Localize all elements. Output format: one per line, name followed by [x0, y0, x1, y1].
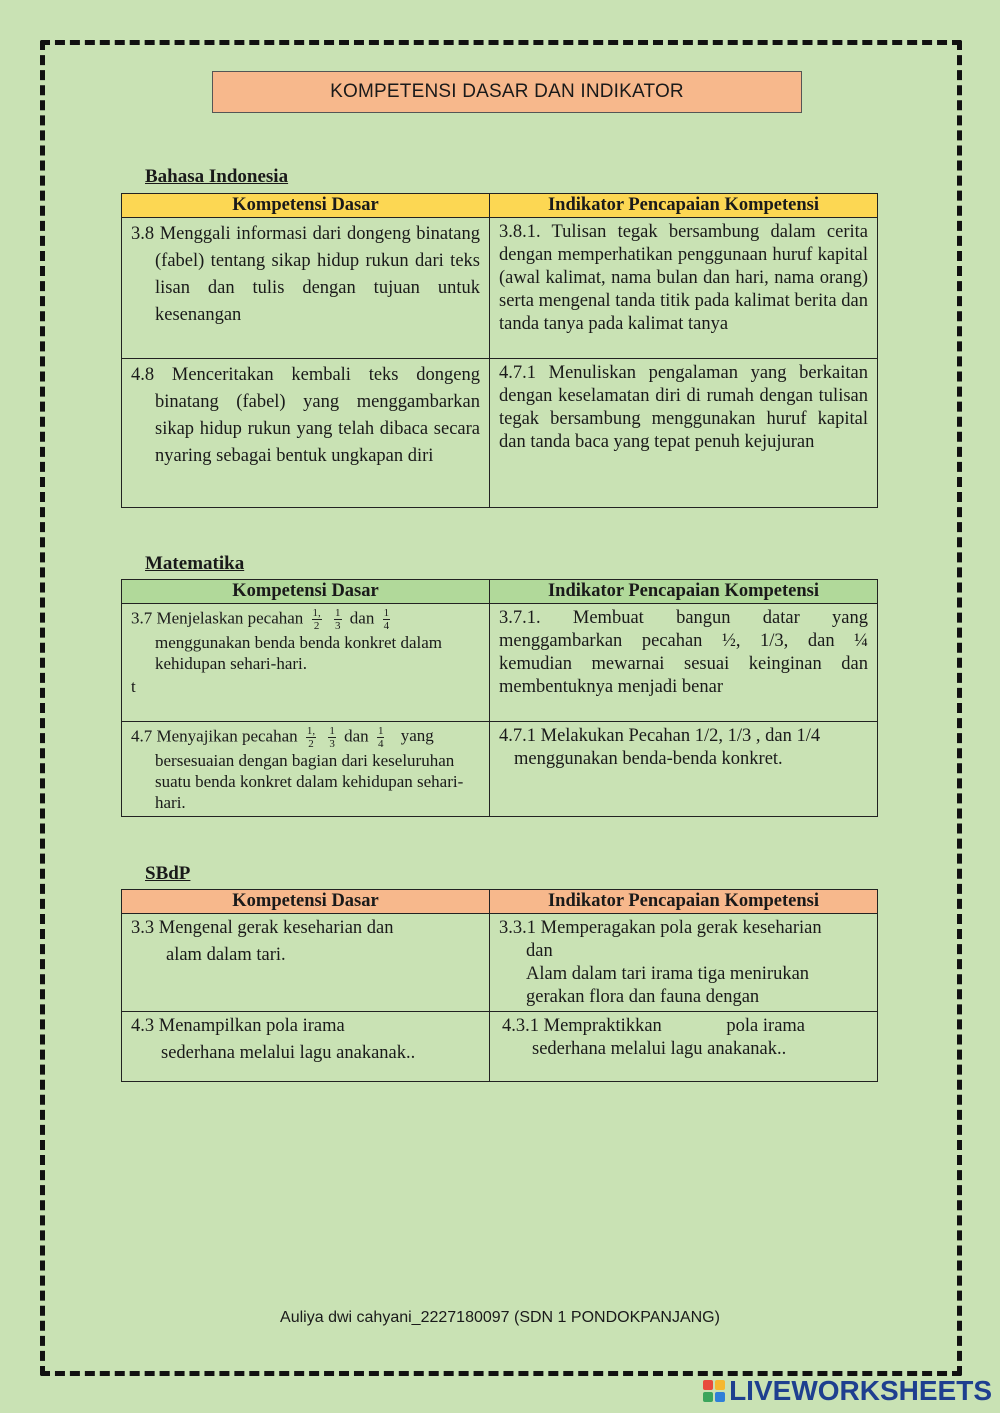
- fraction-numerator: 1: [377, 725, 384, 737]
- logo-square-icon: [703, 1380, 713, 1390]
- ipk-3-3-1-line3: Alam dalam tari irama tiga menirukan: [526, 964, 810, 984]
- kd-4-7-rest: bersesuaian dengan bagian dari keseluruhan suatu benda konkret dalam kehidupan sehari-hari.: [155, 751, 464, 812]
- kd-3-8: 3.8 Menggali informasi dari dongeng binatang (fabel) tentang sikap hidup rukun dari teks lisan dan tulis dengan tujuan untuk kesenangan: [131, 224, 480, 325]
- table-matematika: [121, 579, 878, 817]
- ipk-3-3-1-line1: 3.3.1 Memperagakan pola gerak keseharian: [499, 918, 822, 938]
- ipk-cell: [490, 218, 878, 359]
- fraction-denominator: 3: [329, 738, 335, 750]
- kd-3-3-line2: alam dalam tari.: [166, 945, 286, 965]
- ipk-4-7-1-line2: menggunakan benda-benda konkret.: [514, 749, 783, 769]
- ipk-4-3-1-b: pola irama: [726, 1016, 806, 1036]
- word-dan: dan: [344, 726, 369, 746]
- fraction-numerator: 1: [383, 607, 390, 619]
- table-row: [122, 722, 878, 817]
- ipk-3-8-1: 3.8.1. Tulisan tegak bersambung dalam cerita dengan memperhatikan penggunaan huruf kapital (awal kalimat, nama bulan dan hari, nama orang) serta mengenal tanda titik pada kalimat berita dan tanda tanya pada kalimat tanya: [499, 222, 868, 334]
- fraction-third: [328, 725, 336, 750]
- word-dan: dan: [349, 608, 375, 628]
- footer-author: Auliya dwi cahyani_2227180097 (SDN 1 PONDOKPANJANG): [280, 1309, 720, 1326]
- section-label-bahasa-indonesia: Bahasa Indonesia: [145, 166, 289, 187]
- ipk-4-3-1-line1: [499, 1015, 868, 1038]
- logo-square-icon: [715, 1380, 725, 1390]
- section-label-sbdp: SBdP: [145, 863, 191, 884]
- logo-square-icon: [703, 1392, 713, 1402]
- fraction-denominator: 3: [335, 620, 341, 632]
- logo-square-icon: [715, 1392, 725, 1402]
- fraction-denominator: 4: [377, 738, 384, 750]
- kd-3-7-line: [131, 607, 480, 632]
- fraction-numerator: 1,: [312, 607, 321, 619]
- fraction-numerator: 1: [335, 607, 341, 619]
- fraction-third: [334, 607, 342, 632]
- table-header-row: [122, 890, 878, 914]
- fraction-quarter: [377, 725, 385, 750]
- kd-4-7-line: [131, 725, 480, 750]
- fraction-denominator: 2: [308, 738, 314, 750]
- table-header-row: [122, 580, 878, 604]
- kd-4-7-prefix: 4.7 Menyajikan pecahan: [131, 726, 298, 746]
- logo-icon: [703, 1380, 725, 1402]
- table-row: [122, 1012, 878, 1082]
- fraction-denominator: 2: [313, 620, 320, 632]
- ipk-4-7-1: 4.7.1 Menuliskan pengalaman yang berkaitan dengan keselamatan diri di rumah dengan tulisan tegak bersambung menggunakan huruf kapital dan tanda baca yang tepat penuh kejujuran: [499, 363, 868, 452]
- ipk-cell: [490, 359, 878, 508]
- table-header-row: [122, 194, 878, 218]
- header-kompetensi-dasar: Kompetensi Dasar: [122, 580, 490, 604]
- kd-cell: [122, 914, 490, 1012]
- fraction-quarter: [383, 607, 391, 632]
- ipk-cell: [490, 1012, 878, 1082]
- liveworksheets-logo[interactable]: [703, 1375, 992, 1407]
- kd-cell: [122, 218, 490, 359]
- word-yang: yang: [400, 726, 434, 746]
- ipk-3-3-1-line4: gerakan flora dan fauna dengan: [526, 987, 760, 1007]
- table-sbdp: [121, 889, 878, 1082]
- ipk-3-7-1: 3.7.1. Membuat bangun datar yang menggambarkan pecahan ½, 1/3, dan ¼ kemudian mewarnai sesuai keinginan dan membentuknya menjadi benar: [499, 608, 868, 697]
- fraction-half: [306, 725, 316, 750]
- table-row: [122, 604, 878, 722]
- page-title: [212, 71, 802, 113]
- kd-4-3-line1: 4.3 Menampilkan pola irama: [131, 1016, 345, 1036]
- kd-cell: [122, 1012, 490, 1082]
- table-row: [122, 218, 878, 359]
- ipk-4-3-1-line2: sederhana melalui lagu anakanak..: [532, 1039, 787, 1059]
- fraction-numerator: 1,: [306, 725, 316, 737]
- header-kompetensi-dasar: Kompetensi Dasar: [122, 194, 490, 218]
- kd-cell: [122, 359, 490, 508]
- kd-3-7-rest: menggunakan benda benda konkret dalam kehidupan sehari-hari.: [155, 633, 443, 673]
- kd-cell: [122, 722, 490, 817]
- section-label-matematika: Matematika: [145, 553, 245, 574]
- table-row: [122, 914, 878, 1012]
- table-bahasa-indonesia: [121, 193, 878, 508]
- kd-cell: [122, 604, 490, 722]
- kd-4-3-line2: sederhana melalui lagu anakanak..: [161, 1043, 416, 1063]
- kd-4-8: 4.8 Menceritakan kembali teks dongeng binatang (fabel) yang menggambarkan sikap hidup rukun yang telah dibaca secara nyaring sebagai bentuk ungkapan diri: [131, 365, 480, 466]
- ipk-cell: [490, 914, 878, 1012]
- header-indikator: Indikator Pencapaian Kompetensi: [490, 890, 878, 914]
- logo-text: LIVEWORKSHEETS: [729, 1375, 992, 1406]
- header-indikator: Indikator Pencapaian Kompetensi: [490, 580, 878, 604]
- ipk-4-3-1-a: 4.3.1 Mempraktikkan: [502, 1016, 662, 1036]
- fraction-half: [312, 607, 322, 632]
- header-kompetensi-dasar: Kompetensi Dasar: [122, 890, 490, 914]
- fraction-numerator: 1: [329, 725, 335, 737]
- ipk-3-3-1-line2: dan: [526, 941, 553, 961]
- fraction-denominator: 4: [383, 620, 390, 632]
- ipk-cell: [490, 604, 878, 722]
- kd-3-7-prefix: 3.7 Menjelaskan pecahan: [131, 608, 304, 628]
- page-title-text: KOMPETENSI DASAR DAN INDIKATOR: [330, 81, 684, 102]
- kd-3-3-line1: 3.3 Mengenal gerak keseharian dan: [131, 918, 394, 938]
- table-row: [122, 359, 878, 508]
- kd-3-7-extra: t: [131, 677, 136, 696]
- ipk-cell: [490, 722, 878, 817]
- ipk-4-7-1-line1: 4.7.1 Melakukan Pecahan 1/2, 1/3 , dan 1/4: [499, 726, 821, 746]
- header-indikator: Indikator Pencapaian Kompetensi: [490, 194, 878, 218]
